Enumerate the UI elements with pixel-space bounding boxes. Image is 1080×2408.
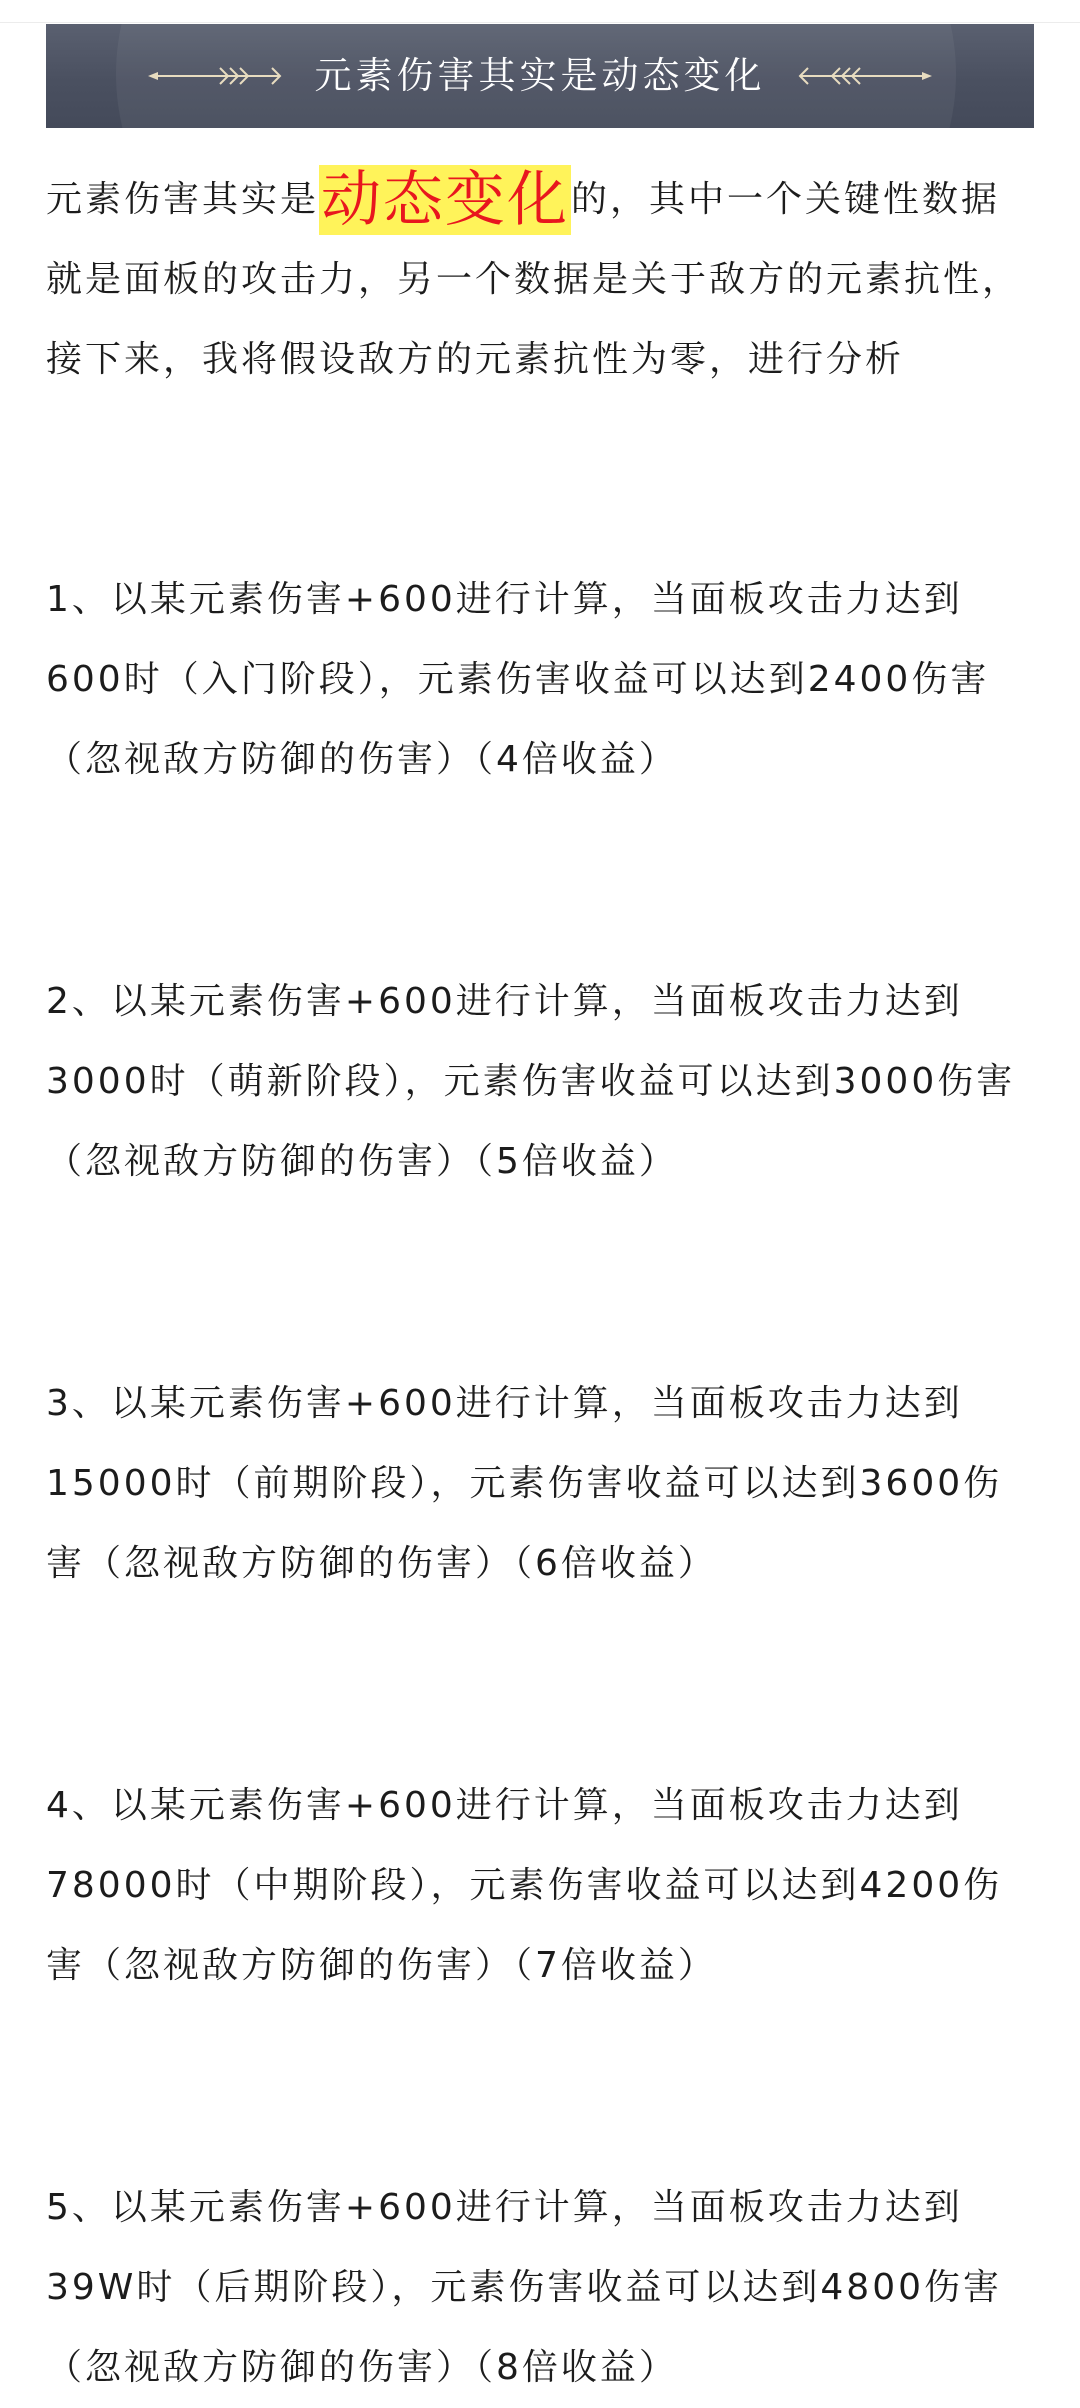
intro-paragraph [46, 160, 1036, 400]
intro-text-before: 元素伤害其实是 [46, 179, 320, 220]
list-item: 4、以某元素伤害+600进行计算，当面板攻击力达到78000时（中期阶段），元素伤害收益可以达到4200伤害（忽视敌方防御的伤害）（7倍收益） [46, 1785, 1003, 1986]
list-item: 1、以某元素伤害+600进行计算，当面板攻击力达到600时（入门阶段），元素伤害收益可以达到2400伤害（忽视敌方防御的伤害）（4倍收益） [46, 579, 990, 780]
intro-text-after: 的，其中一个关键性数据就是面板的攻击力，另一个数据是关于敌方的元素抗性，接下来，我将假设敌方的元素抗性为零，进行分析 [46, 179, 1022, 380]
list-item: 3、以某元素伤害+600进行计算，当面板攻击力达到15000时（前期阶段），元素伤害收益可以达到3600伤害（忽视敌方防御的伤害）（6倍收益） [46, 1383, 1003, 1584]
list-item: 2、以某元素伤害+600进行计算，当面板攻击力达到3000时（萌新阶段），元素伤害收益可以达到3000伤害（忽视敌方防御的伤害）（5倍收益） [46, 981, 1016, 1182]
right-arrow-ornament-icon [794, 61, 934, 91]
highlighted-phrase: 动态变化 [321, 165, 570, 235]
section-banner [46, 24, 1034, 128]
banner-title: 元素伤害其实是动态变化 [314, 54, 766, 97]
top-divider [0, 22, 1080, 23]
list-item: 5、以某元素伤害+600进行计算，当面板攻击力达到39W时（后期阶段），元素伤害收益可以达到4800伤害（忽视敌方防御的伤害）（8倍收益） [46, 2187, 1003, 2388]
article-body [46, 160, 1036, 2408]
